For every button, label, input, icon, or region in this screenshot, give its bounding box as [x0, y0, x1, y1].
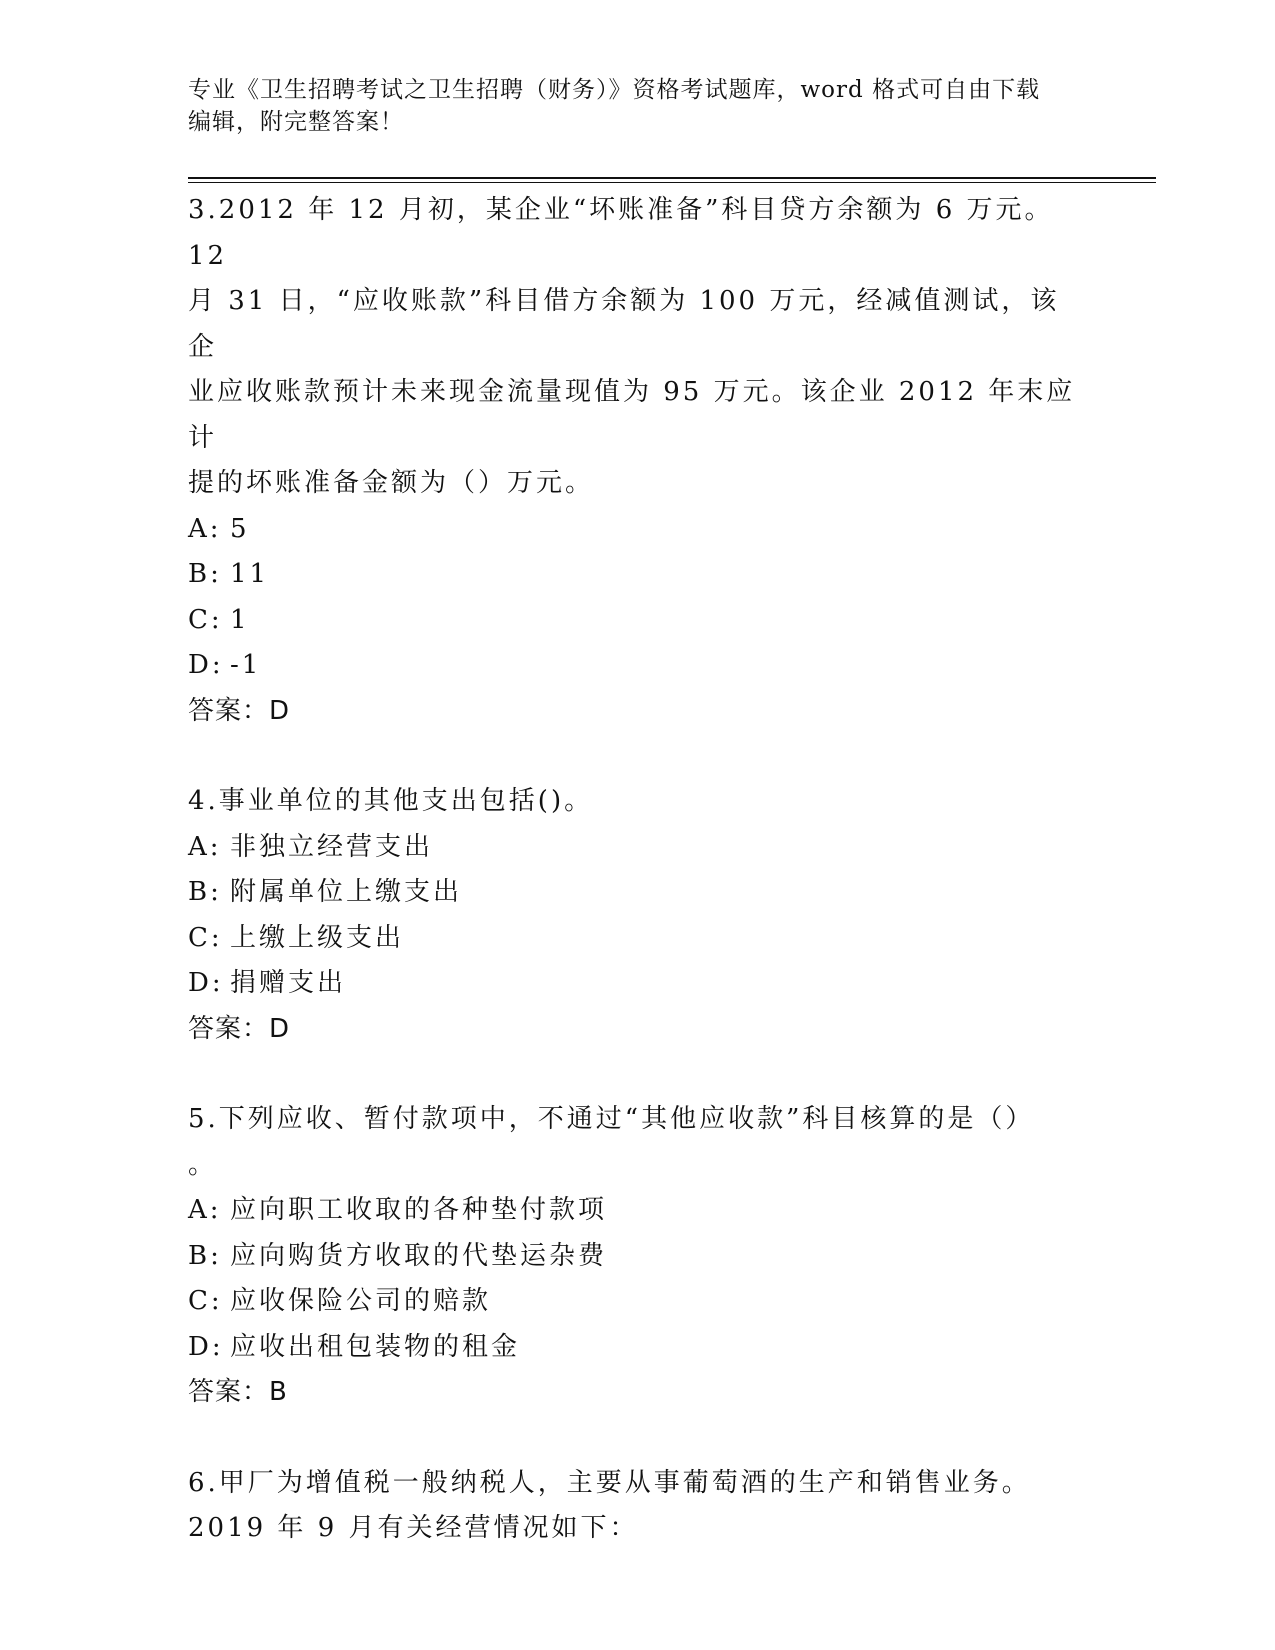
option-text: 1: [230, 604, 250, 635]
question-line: 3.2012 年 12 月初，某企业“坏账准备”科目贷方余额为 6 万元。12: [188, 195, 1054, 271]
option-label: D:: [188, 650, 224, 680]
option-label: D:: [188, 968, 224, 998]
answer-line: 答案：D: [188, 1013, 291, 1044]
option-label: C:: [188, 604, 223, 635]
option-b: [188, 1234, 1088, 1280]
option-text: 5: [230, 513, 250, 544]
option-text: 应收出租包装物的租金: [230, 1331, 521, 1362]
option-label: A:: [188, 1195, 222, 1225]
option-text: -1: [230, 650, 262, 680]
header-divider-thin: [188, 182, 1156, 183]
option-label: B:: [188, 1240, 222, 1271]
question-line: 4.事业单位的其他支出包括()。: [188, 786, 594, 816]
question-line: 2019 年 9 月有关经营情况如下：: [188, 1513, 639, 1543]
spacer: [188, 1052, 1088, 1097]
option-label: B:: [188, 559, 222, 589]
question-line: 月 31 日，“应收账款”科目借方余额为 100 万元，经减值测试，该企: [188, 286, 1060, 362]
option-text: 11: [230, 559, 270, 589]
spacer: [188, 1416, 1088, 1461]
document-header: [188, 74, 1088, 138]
option-a: [188, 825, 1088, 871]
question-line: 提的坏账准备金额为（）万元。: [188, 468, 595, 498]
option-d: [188, 1325, 1088, 1371]
option-text: 捐赠支出: [230, 968, 347, 998]
option-c: [188, 1279, 1088, 1325]
header-divider-thick: [188, 177, 1156, 179]
option-label: C:: [188, 922, 223, 953]
option-label: C:: [188, 1286, 223, 1316]
question-line: 5.下列应收、暂付款项中，不通过“其他应收款”科目核算的是（）: [188, 1104, 1035, 1134]
option-text: 应向职工收取的各种垫付款项: [230, 1195, 608, 1225]
header-line-2: 编辑，附完整答案！: [188, 109, 404, 135]
answer-line: 答案：D: [188, 695, 291, 726]
option-label: A:: [188, 831, 222, 862]
header-line-1: 专业《卫生招聘考试之卫生招聘（财务）》资格考试题库，word 格式可自由下载: [188, 77, 1041, 103]
option-label: B:: [188, 877, 222, 907]
option-b: [188, 552, 1088, 598]
option-d: [188, 961, 1088, 1007]
option-text: 应向购货方收取的代垫运杂费: [230, 1240, 608, 1271]
option-c: [188, 916, 1088, 962]
spacer: [188, 734, 1088, 779]
question-line: 。: [188, 1149, 218, 1180]
option-d: [188, 643, 1088, 689]
option-label: A:: [188, 513, 222, 544]
option-a: [188, 1188, 1088, 1234]
option-label: D:: [188, 1331, 224, 1362]
question-line: 6.甲厂为增值税一般纳税人，主要从事葡萄酒的生产和销售业务。: [188, 1467, 1031, 1498]
option-b: [188, 870, 1088, 916]
question-block: [188, 1097, 1088, 1416]
option-a: [188, 507, 1088, 553]
option-text: 应收保险公司的赔款: [230, 1286, 492, 1316]
answer-line: 答案：B: [188, 1377, 288, 1407]
question-list: [188, 188, 1088, 1552]
question-line: 业应收账款预计未来现金流量现值为 95 万元。该企业 2012 年末应计: [188, 377, 1076, 453]
option-text: 附属单位上缴支出: [230, 877, 463, 907]
question-block: [188, 1461, 1088, 1552]
question-block: [188, 779, 1088, 1052]
option-text: 非独立经营支出: [230, 831, 434, 862]
question-block: [188, 188, 1088, 734]
option-text: 上缴上级支出: [230, 922, 405, 953]
option-c: [188, 598, 1088, 644]
